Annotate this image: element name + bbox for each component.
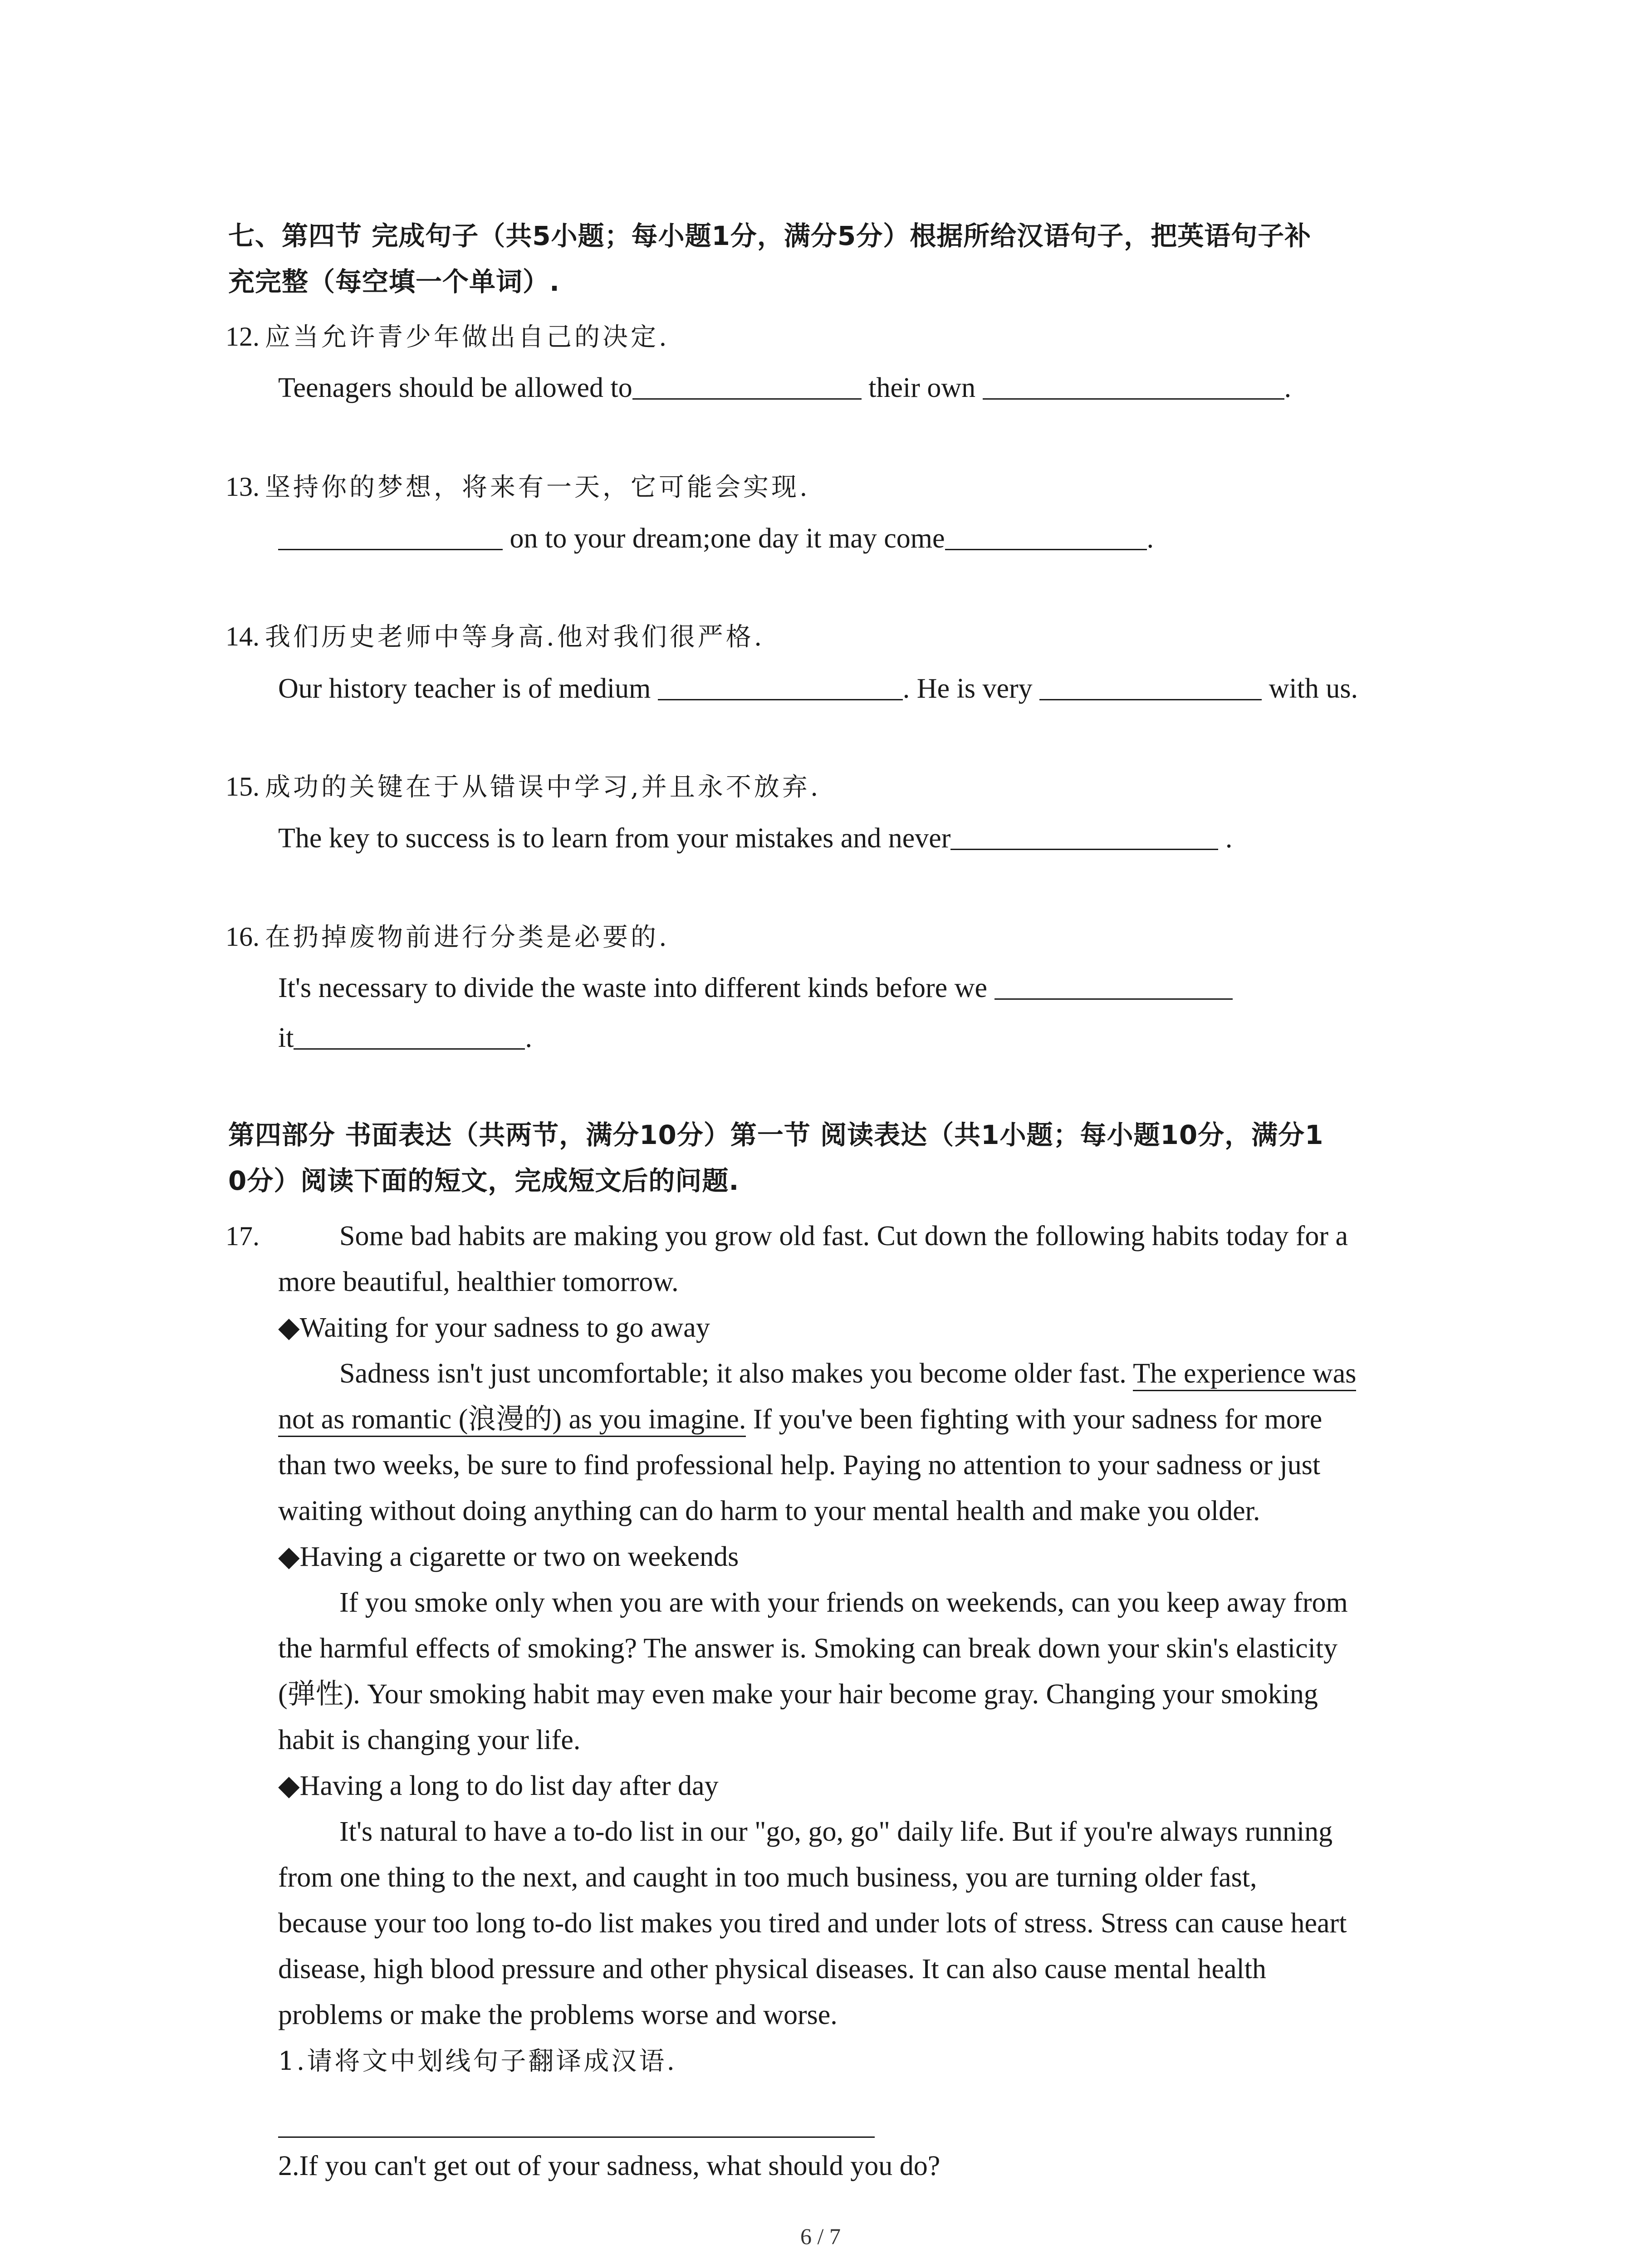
answer-blank[interactable]	[950, 823, 1218, 850]
chinese-sentence: 我们历史老师中等身高.他对我们很严格.	[265, 622, 765, 652]
answer-blank[interactable]	[994, 973, 1233, 1000]
chinese-sentence: 成功的关键在于从错误中学习,并且永不放弃.	[265, 772, 821, 802]
answer-blank[interactable]	[278, 523, 503, 550]
passage-line: the harmful effects of smoking? The answer is. Smoking can break down your skin's elasticity	[278, 1633, 1338, 1664]
answer-blank[interactable]	[1039, 674, 1262, 700]
passage-heading-2: ◆Having a cigarette or two on weekends	[278, 1541, 739, 1572]
passage-line: more beautiful, healthier tomorrow.	[278, 1266, 679, 1297]
chinese-sentence: 在扔掉废物前进行分类是必要的.	[265, 923, 670, 952]
question-16-sentence	[278, 970, 1233, 1006]
sentence-part: .	[525, 1022, 532, 1053]
question-number: 13.	[225, 472, 260, 502]
section-heading-line-1: 七、第四节 完成句子（共5小题；每小题1分，满分5分）根据所给汉语句子，把英语句子补	[228, 220, 1312, 251]
passage-line: because your too long to-do list makes you tired and under lots of stress. Stress can cause heart	[278, 1908, 1347, 1939]
passage-line: Some bad habits are making you grow old fast. Cut down the following habits today for a	[339, 1221, 1348, 1251]
sentence-part: . He is very	[902, 673, 1033, 704]
passage-line	[339, 1355, 1356, 1392]
sentence-part: Teenagers should be allowed to	[278, 372, 632, 403]
sentence-part: Our history teacher is of medium	[278, 673, 651, 704]
answer-blank[interactable]	[658, 674, 903, 700]
sentence-part: .	[1225, 823, 1233, 854]
answer-blank[interactable]	[983, 373, 1284, 400]
part-heading-line-1: 第四部分 书面表达（共两节，满分10分）第一节 阅读表达（共1小题；每小题10分，满分1	[228, 1119, 1324, 1150]
question-number: 15.	[225, 772, 260, 802]
question-15-sentence	[278, 820, 1232, 856]
section-heading	[228, 213, 1471, 305]
passage-line: If you smoke only when you are with your friends on weekends, can you keep away from	[339, 1587, 1348, 1618]
answer-blank[interactable]	[945, 523, 1147, 550]
passage-line: It's natural to have a to-do list in our "go, go, go" daily life. But if you're always running	[339, 1816, 1333, 1847]
answer-line[interactable]	[278, 2136, 875, 2138]
passage-line: than two weeks, be sure to find professional help. Paying no attention to your sadness or just	[278, 1450, 1321, 1481]
question-13-sentence	[278, 520, 1154, 557]
chinese-sentence: 应当允许青少年做出自己的决定.	[265, 323, 670, 352]
answer-blank[interactable]	[294, 1023, 525, 1050]
task-2: 2.If you can't get out of your sadness, what should you do?	[278, 2151, 941, 2181]
passage-line: (弹性). Your smoking habit may even make your hair become gray. Changing your smoking	[278, 1679, 1318, 1710]
page-number: 6 / 7	[800, 2224, 841, 2249]
question-14-prompt	[225, 618, 765, 655]
chinese-sentence: 坚持你的梦想，将来有一天，它可能会实现.	[265, 473, 810, 502]
question-number: 14.	[225, 621, 260, 651]
passage-heading-3: ◆Having a long to do list day after day	[278, 1770, 719, 1801]
sentence-part: It's necessary to divide the waste into different kinds before we	[278, 973, 987, 1003]
question-number: 12.	[225, 322, 260, 352]
sentence-part: it	[278, 1022, 294, 1053]
question-number: 16.	[225, 922, 260, 952]
passage-line	[278, 1401, 1322, 1437]
section-heading-line-2: 充完整（每空填一个单词）.	[228, 266, 560, 297]
question-12-prompt	[225, 318, 670, 356]
question-16-sentence-cont	[278, 1020, 532, 1056]
sentence-part: .	[1284, 372, 1292, 403]
task-1	[278, 2043, 677, 2080]
question-12-sentence	[278, 370, 1291, 406]
question-15-prompt	[225, 768, 821, 806]
sentence-part: The key to success is to learn from your mistakes and never	[278, 823, 951, 854]
question-14-sentence	[278, 670, 1358, 707]
passage-heading-1: ◆Waiting for your sadness to go away	[278, 1312, 710, 1343]
passage-line: problems or make the problems worse and worse.	[278, 1999, 838, 2030]
passage-line: habit is changing your life.	[278, 1725, 581, 1755]
task-1-text: 1.请将文中划线句子翻译成汉语.	[278, 2047, 677, 2076]
question-17-number: 17.	[225, 1221, 260, 1251]
passage-line: waiting without doing anything can do harm to your mental health and make you older.	[278, 1496, 1260, 1526]
answer-blank[interactable]	[632, 373, 862, 400]
passage-text: Sadness isn't just uncomfortable; it also makes you become older fast.	[339, 1358, 1127, 1389]
sentence-part: .	[1146, 523, 1154, 554]
sentence-part: their own	[868, 372, 976, 403]
passage-line: from one thing to the next, and caught in too much business, you are turning older fast,	[278, 1862, 1257, 1893]
question-16-prompt	[225, 919, 670, 956]
passage-text: If you've been fighting with your sadness for more	[753, 1404, 1323, 1435]
passage-line: disease, high blood pressure and other physical diseases. It can also cause mental health	[278, 1954, 1266, 1984]
sentence-part: on to your dream;one day it may come	[509, 523, 945, 554]
underlined-sentence: The experience was	[1133, 1358, 1356, 1391]
part-heading	[228, 1112, 1471, 1204]
underlined-sentence: not as romantic (浪漫的) as you imagine.	[278, 1404, 746, 1437]
part-heading-line-2: 0分）阅读下面的短文，完成短文后的问题.	[228, 1165, 740, 1196]
sentence-part: with us.	[1269, 673, 1358, 704]
question-13-prompt	[225, 469, 810, 506]
